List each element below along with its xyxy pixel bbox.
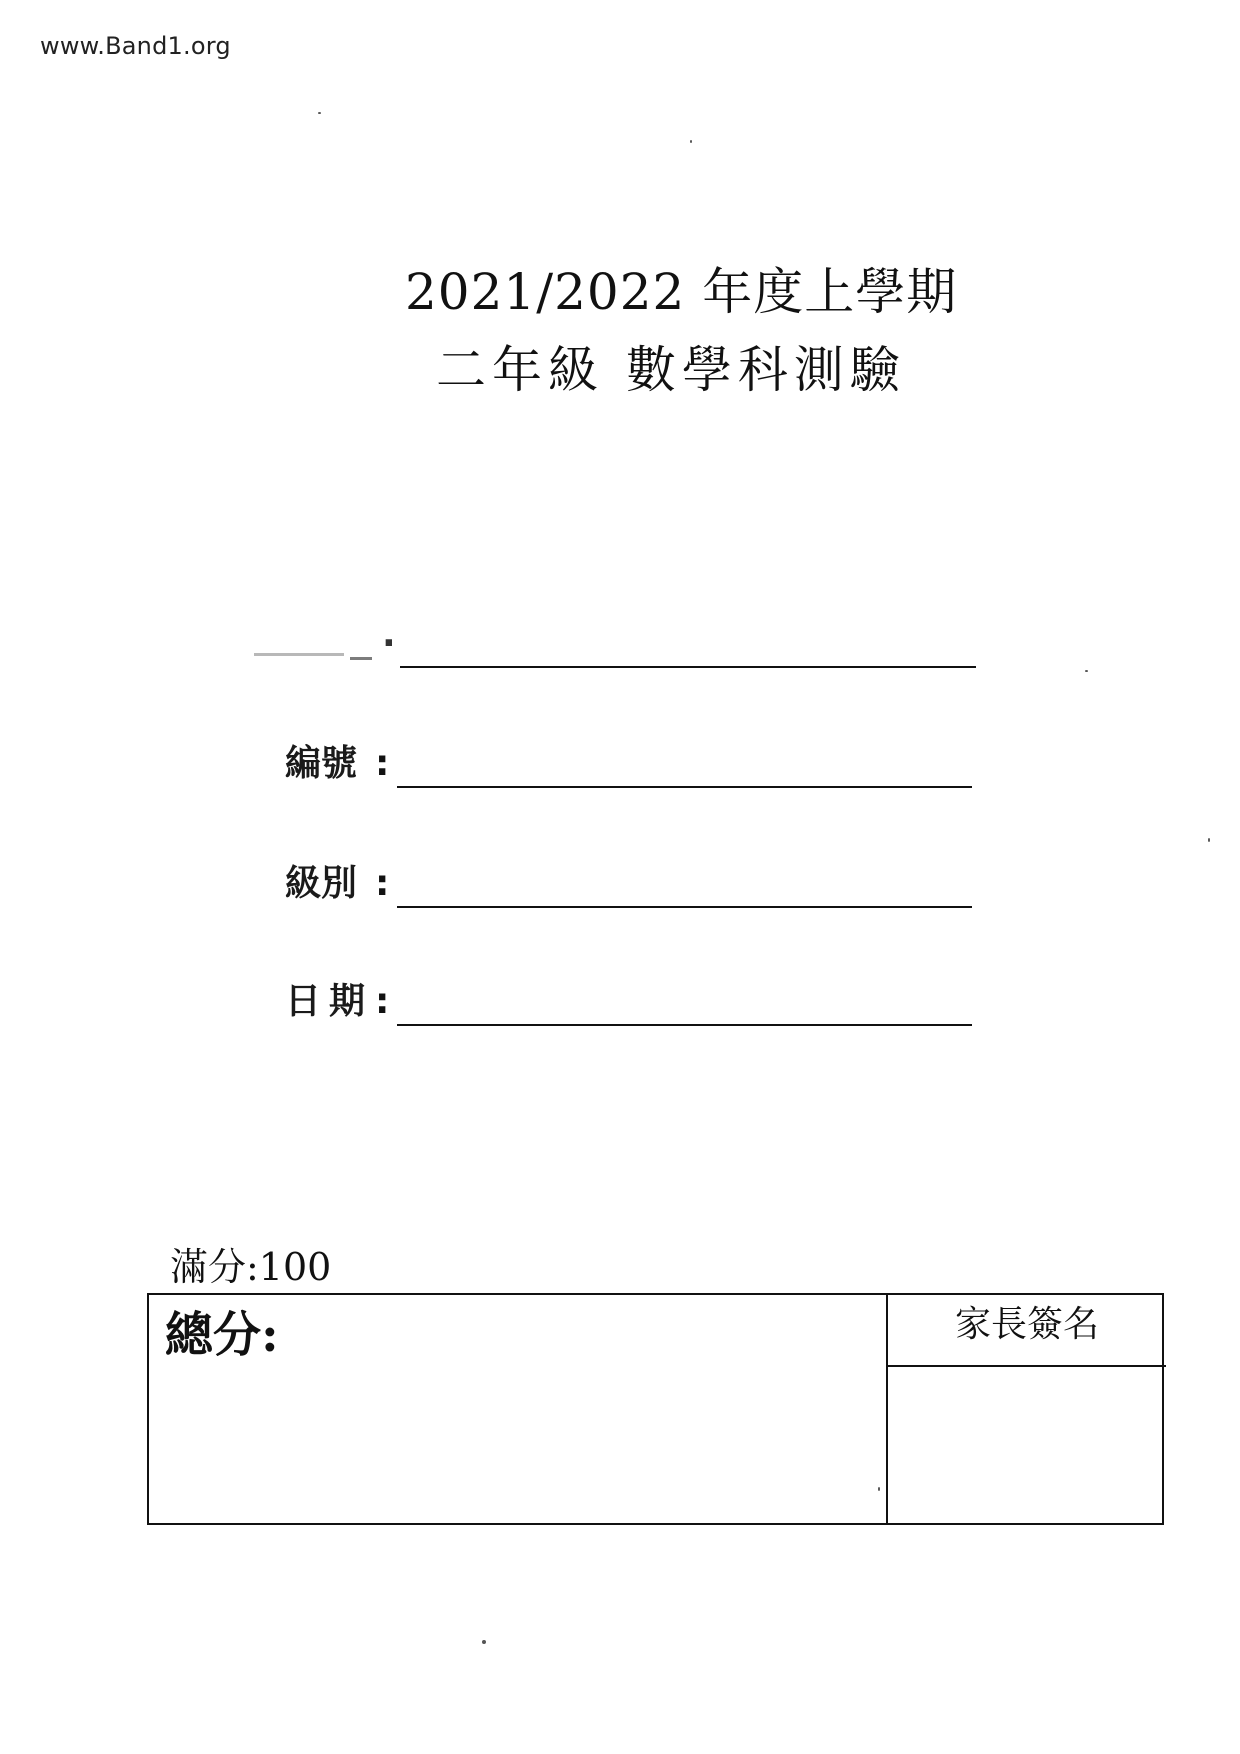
- name-field-colon: ·: [382, 623, 396, 664]
- class-field-line[interactable]: [397, 906, 972, 908]
- class-field-colon: :: [375, 863, 390, 904]
- total-score-area[interactable]: [149, 1375, 884, 1523]
- score-box: [147, 1293, 1164, 1525]
- parent-signature-column: [886, 1295, 1166, 1523]
- exam-title-year: 2021/2022 年度上學期: [405, 263, 958, 321]
- scan-speck: [1208, 838, 1210, 842]
- total-score-label: 總分:: [165, 1307, 279, 1363]
- number-field-line[interactable]: [397, 786, 972, 788]
- number-field: [285, 740, 985, 790]
- date-field-colon: :: [375, 981, 390, 1022]
- name-field-smudge: [254, 653, 344, 656]
- parent-signature-area[interactable]: [888, 1367, 1166, 1523]
- class-field-label: 級別: [285, 863, 358, 904]
- scan-speck: [1085, 670, 1088, 672]
- class-field: [285, 860, 985, 910]
- date-field-line[interactable]: [397, 1024, 972, 1026]
- name-field-smudge-2: [350, 647, 372, 660]
- number-field-colon: :: [375, 743, 390, 784]
- scan-speck: [878, 1487, 880, 1491]
- exam-title-subject: 二年級 數學科測驗: [436, 341, 906, 399]
- scan-speck: [318, 112, 321, 114]
- full-score-label: 滿分:100: [170, 1245, 332, 1289]
- parent-signature-label: 家長簽名: [888, 1295, 1166, 1367]
- number-field-label: 編號: [285, 743, 358, 784]
- name-field: [250, 620, 980, 670]
- scan-speck: [690, 140, 692, 143]
- name-field-line[interactable]: [400, 666, 976, 668]
- date-field-label: 日期: [285, 981, 374, 1022]
- scan-speck: [482, 1640, 486, 1644]
- date-field: [285, 978, 985, 1028]
- website-watermark: www.Band1.org: [40, 32, 231, 60]
